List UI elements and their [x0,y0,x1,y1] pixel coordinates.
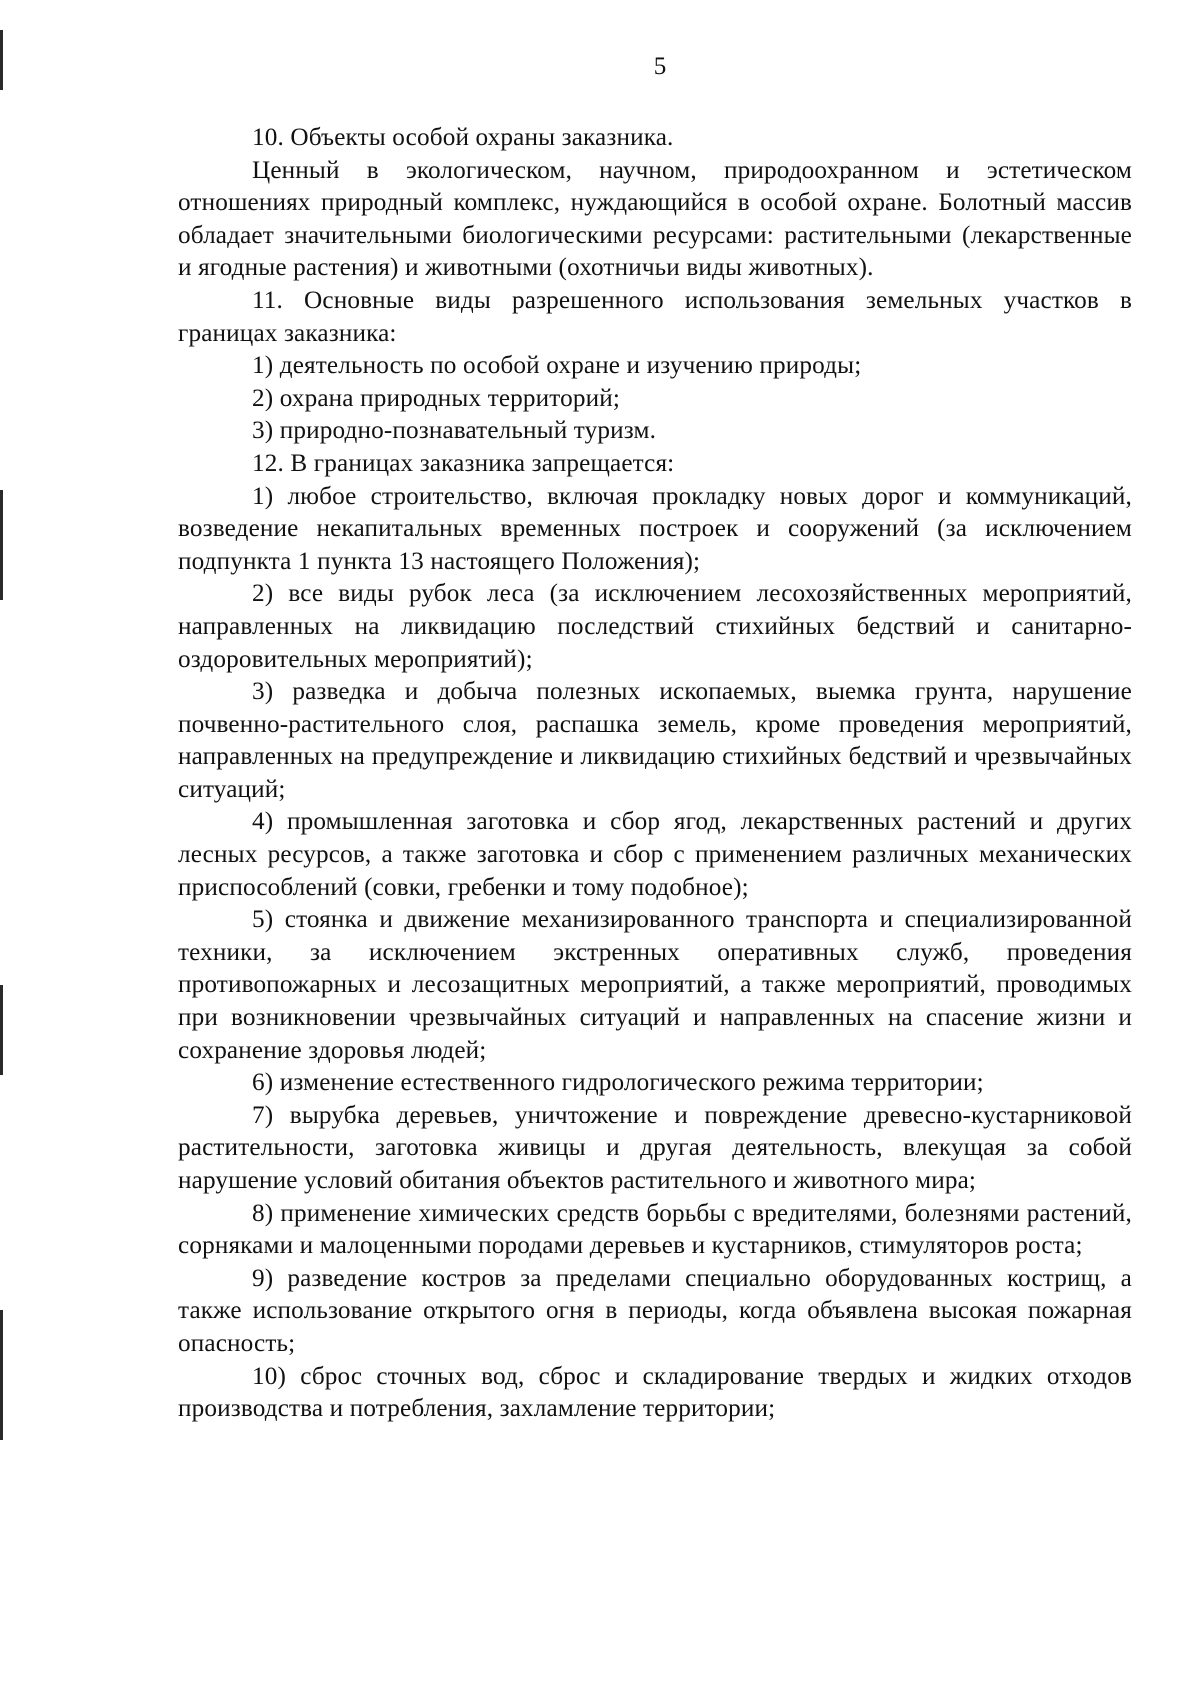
scan-edge-mark [0,30,3,90]
section-12-item-10: 10) сброс сточных вод, сброс и складирование твердых и жидких отходов производства и потребления, захламление территории; [178,1362,1132,1423]
section-10-heading: 10. Объекты особой охраны заказника. [252,124,674,151]
section-12-item-5: 5) стоянка и движение механизированного транспорта и специализированной техники, за исключением экстренных оперативных служб, проведения противопожарных и лесозащитных мероприятий, а также мероприятий, проводимых при возникновении чрезвычайных ситуаций и направленных на спасение жизни и сохранение здоровья людей; [178,906,1132,1064]
page-number: 5 [653,53,667,80]
section-11-item-2: 2) охрана природных территорий; [252,384,621,412]
section-12-item-9: 9) разведение костров за пределами специально оборудованных кострищ, а также использование открытого огня в периоды, когда объявлена высокая пожарная опасность; [178,1264,1132,1357]
section-12-item-6: 6) изменение естественного гидрологического режима территории; [252,1069,984,1097]
section-11-heading: 11. Основные виды разрешенного использования земельных участков в границах заказника: [178,286,1132,347]
scan-edge-mark [0,985,3,1075]
section-12-item-1: 1) любое строительство, включая прокладку новых дорог и коммуникаций, возведение некапитальных временных построек и сооружений (за исключением подпункта 1 пункта 13 настоящего Положения); [178,482,1132,575]
section-11-item-1: 1) деятельность по особой охране и изучению природы; [252,352,862,380]
section-12-item-3: 3) разведка и добыча полезных ископаемых, выемка грунта, нарушение почвенно-растительного слоя, распашка земель, кроме проведения мероприятий, направленных на предупреждение и ликвидацию стихийных бедствий и чрезвычайных ситуаций; [178,678,1132,803]
document-page [178,52,1132,1426]
section-12-item-7: 7) вырубка деревьев, уничтожение и повреждение древесно-кустарниковой растительности, заготовка живицы и другая деятельность, влекущая за собой нарушение условий обитания объектов растительного и животного мира; [178,1101,1132,1194]
section-12-item-8: 8) применение химических средств борьбы с вредителями, болезнями растений, сорняками и малоценными породами деревьев и кустарников, стимуляторов роста; [178,1199,1132,1260]
section-11-item-3: 3) природно-познавательный туризм. [252,417,657,445]
scan-edge-mark [0,1310,3,1440]
section-12-item-4: 4) промышленная заготовка и сбор ягод, лекарственных растений и других лесных ресурсов, а также заготовка и сбор с применением различных механических приспособлений (совки, гребенки и тому подобное); [178,808,1132,901]
section-12-item-2: 2) все виды рубок леса (за исключением лесохозяйственных мероприятий, направленных на ликвидацию последствий стихийных бедствий и санитарно-оздоровительных мероприятий); [178,580,1132,673]
scan-edge-mark [0,490,3,600]
section-10-text: Ценный в экологическом, научном, природоохранном и эстетическом отношениях природный комплекс, нуждающийся в особой охране. Болотный массив обладает значительными биологическими ресурсами: растительными (лекарственные и ягодные растения) и животными (охотничьи виды животных). [178,156,1132,282]
section-12-heading: 12. В границах заказника запрещается: [252,449,675,477]
document-body [178,122,1132,1426]
